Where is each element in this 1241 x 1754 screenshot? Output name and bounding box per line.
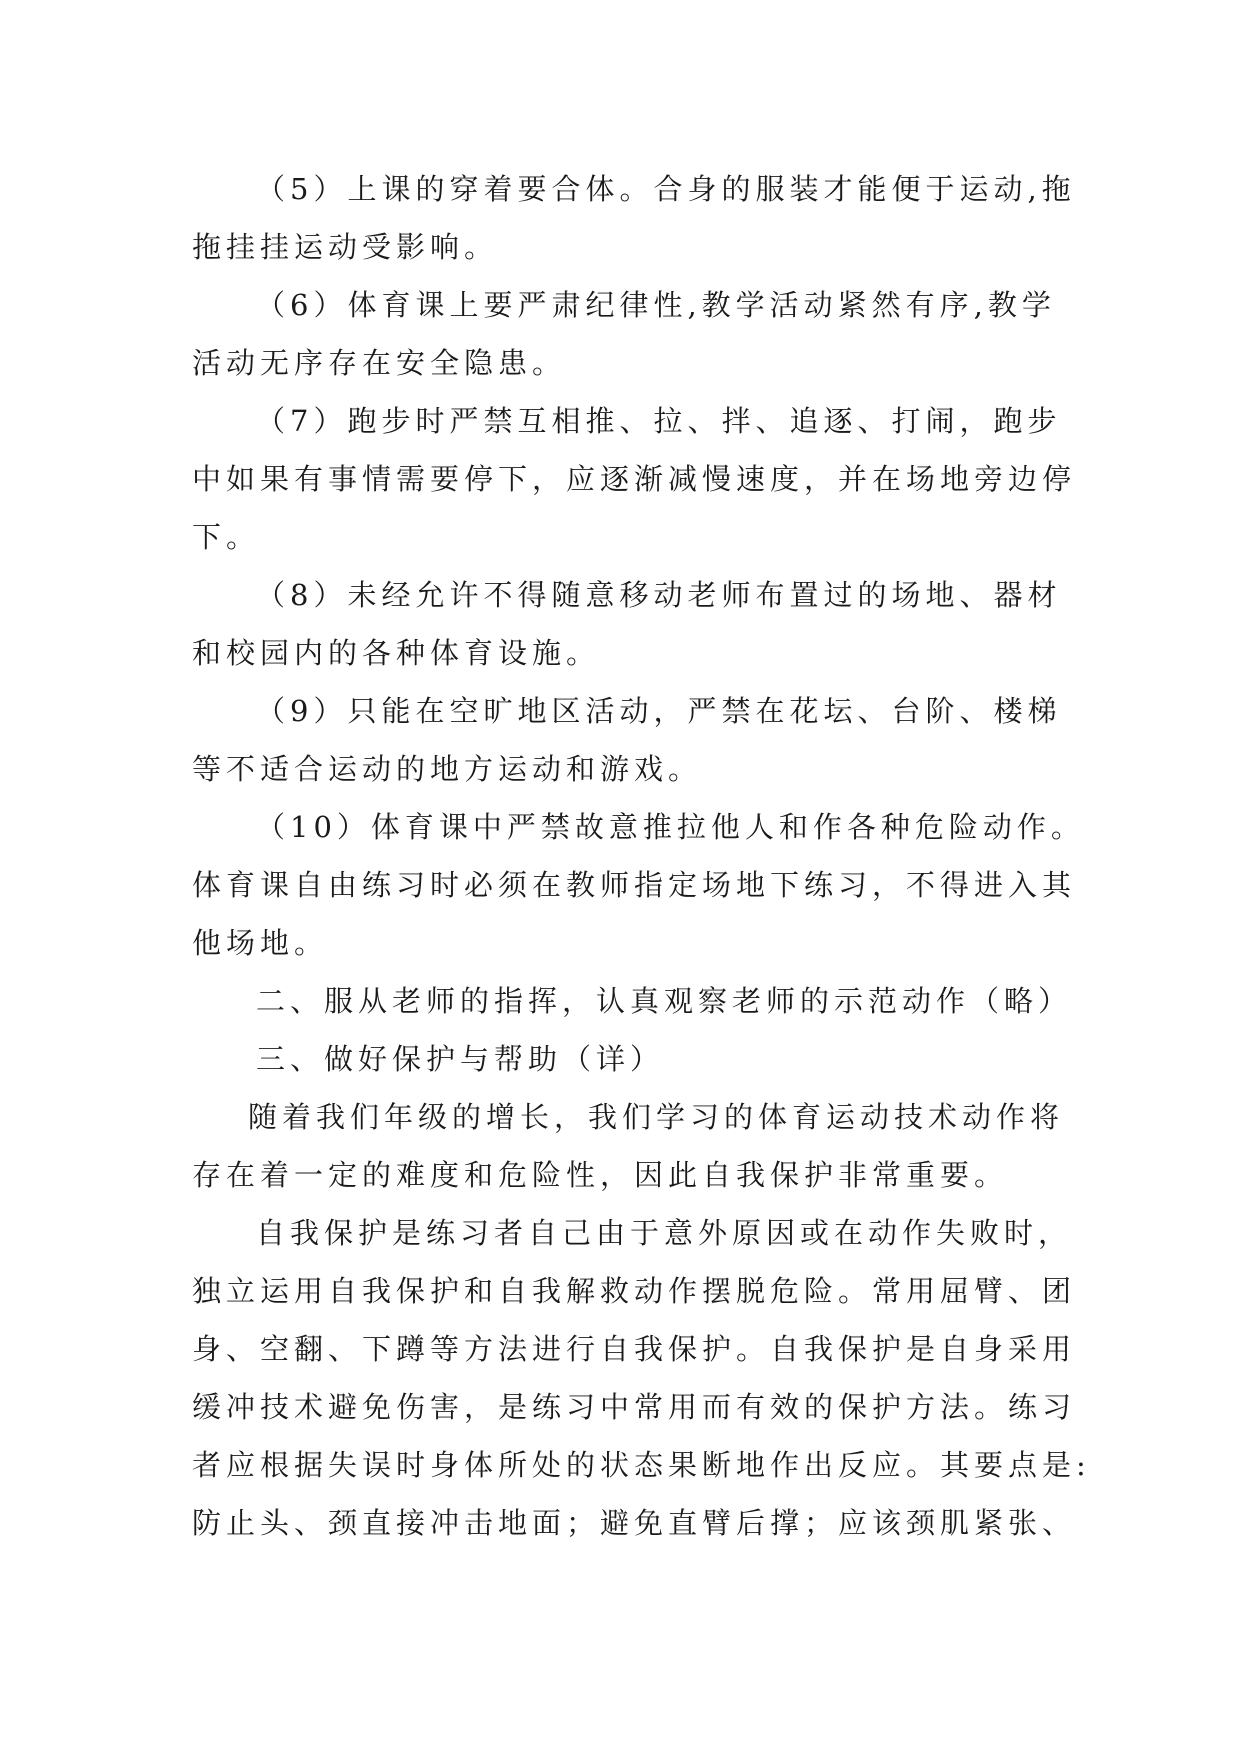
text-line: 等不适合运动的地方运动和游戏。 bbox=[192, 752, 703, 786]
text-line: 身、空翻、下蹲等方法进行自我保护。自我保护是自身采用 bbox=[192, 1332, 1077, 1366]
text-line: 存在着一定的难度和危险性，因此自我保护非常重要。 bbox=[192, 1158, 1009, 1192]
text-line: 活动无序存在安全隐患。 bbox=[192, 346, 567, 380]
text-line: 者应根据失误时身体所处的状态果断地作出反应。其要点是: bbox=[192, 1448, 1091, 1482]
text-line: 中如果有事情需要停下，应逐渐减慢速度，并在场地旁边停 bbox=[192, 462, 1077, 496]
text-line: 防止头、颈直接冲击地面；避免直臂后撑；应该颈肌紧张、 bbox=[192, 1506, 1077, 1540]
text-line: 独立运用自我保护和自我解救动作摆脱危险。常用屈臂、团 bbox=[192, 1274, 1077, 1308]
text-line: （7）跑步时严禁互相推、拉、拌、追逐、打闹，跑步 bbox=[256, 404, 1062, 438]
section-heading: 二、服从老师的指挥，认真观察老师的示范动作（略） bbox=[256, 984, 1073, 1018]
text-line: 体育课自由练习时必须在教师指定场地下练习，不得进入其 bbox=[192, 868, 1077, 902]
text-line: （9）只能在空旷地区活动，严禁在花坛、台阶、楼梯 bbox=[256, 694, 1062, 728]
text-line: （10）体育课中严禁故意推拉他人和作各种危险动作。 bbox=[256, 810, 1085, 844]
document-body bbox=[192, 160, 1091, 1552]
text-line: （8）未经允许不得随意移动老师布置过的场地、器材 bbox=[256, 578, 1062, 612]
section-heading: 三、做好保护与帮助（详） bbox=[256, 1042, 665, 1076]
text-line: 随着我们年级的增长，我们学习的体育运动技术动作将 bbox=[248, 1100, 1065, 1134]
text-line: （6）体育课上要严肃纪律性,教学活动紧然有序,教学 bbox=[256, 288, 1056, 322]
text-line: 缓冲技术避免伤害，是练习中常用而有效的保护方法。练习 bbox=[192, 1390, 1077, 1424]
text-line: 自我保护是练习者自己由于意外原因或在动作失败时， bbox=[256, 1216, 1073, 1250]
text-line: 他场地。 bbox=[192, 926, 329, 960]
text-line: 和校园内的各种体育设施。 bbox=[192, 636, 601, 670]
text-line: 拖挂挂运动受影响。 bbox=[192, 230, 499, 264]
text-line: 下。 bbox=[192, 520, 261, 554]
text-line: （5）上课的穿着要合体。合身的服装才能便于运动,拖 bbox=[256, 172, 1076, 206]
